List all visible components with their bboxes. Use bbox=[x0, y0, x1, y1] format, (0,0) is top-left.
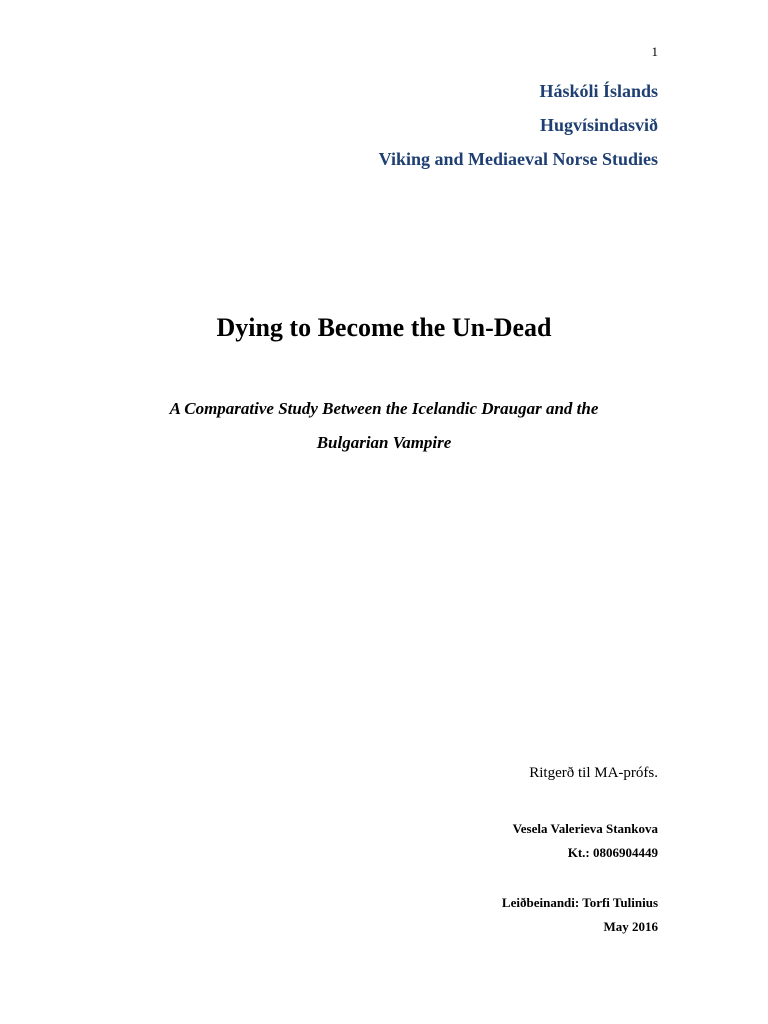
author-id: Kt.: 0806904449 bbox=[567, 845, 658, 860]
author-block bbox=[513, 817, 658, 865]
program-name: Viking and Mediaeval Norse Studies bbox=[378, 149, 658, 169]
author-name: Vesela Valerieva Stankova bbox=[512, 821, 658, 836]
supervisor-name: Leiðbeinandi: Torfi Tulinius bbox=[501, 895, 658, 910]
subtitle-line-2: Bulgarian Vampire bbox=[316, 433, 452, 452]
submission-date: May 2016 bbox=[603, 919, 658, 934]
thesis-subtitle bbox=[110, 392, 658, 460]
institution-header bbox=[379, 74, 658, 176]
supervisor-block bbox=[502, 891, 658, 939]
subtitle-line-1: A Comparative Study Between the Icelandic Draugar and the bbox=[169, 399, 599, 418]
school-name: Hugvísindasvið bbox=[539, 115, 658, 135]
page-number: 1 bbox=[651, 44, 658, 59]
thesis-type: Ritgerð til MA-prófs. bbox=[529, 765, 658, 781]
thesis-title: Dying to Become the Un-Dead bbox=[216, 313, 552, 342]
university-name: Háskóli Íslands bbox=[539, 81, 658, 101]
